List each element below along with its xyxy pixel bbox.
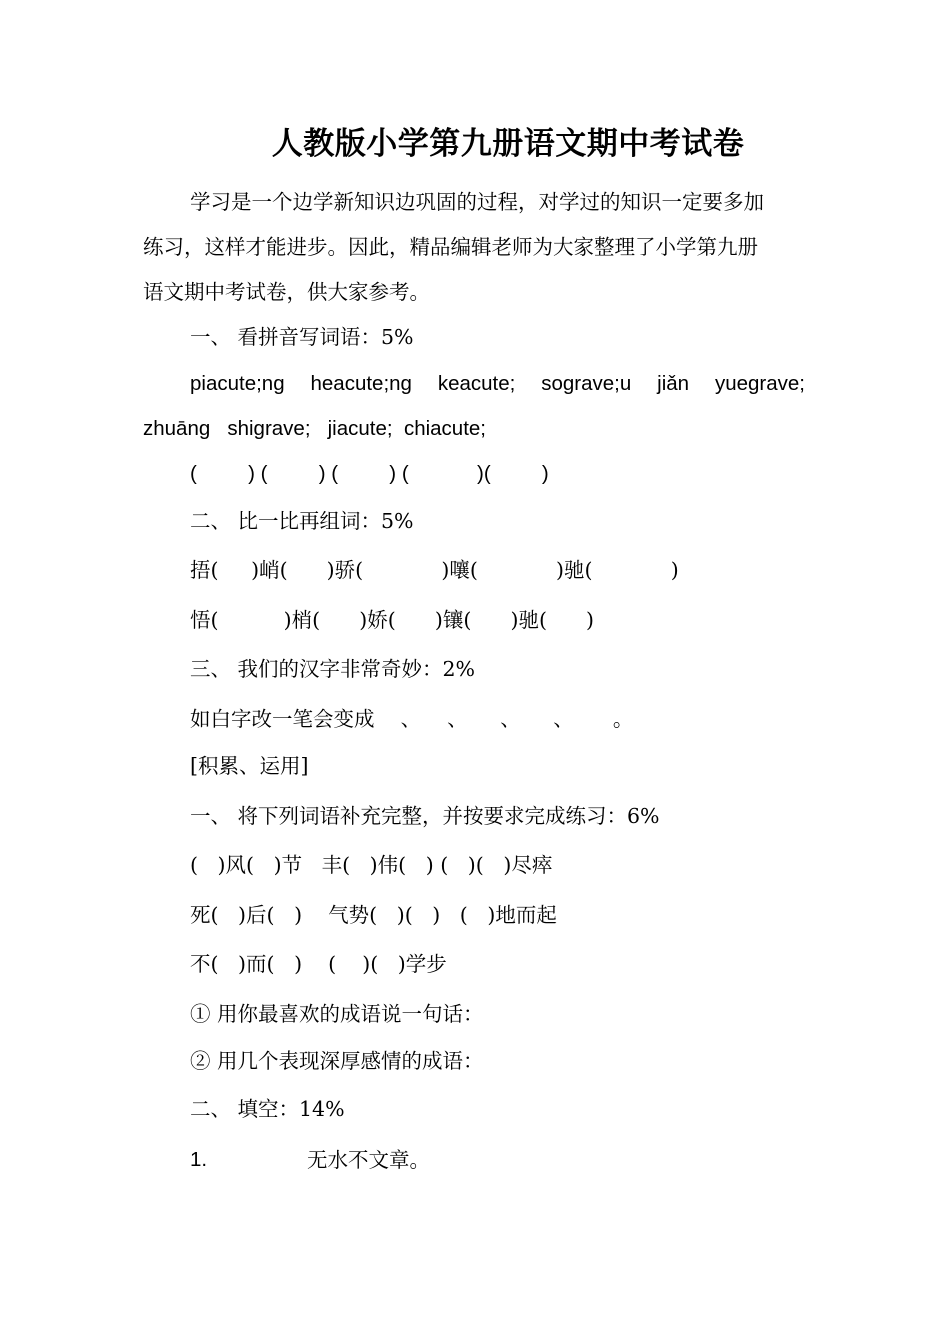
section-heading-characters: 三、 我们的汉字非常奇妙：2% [190, 657, 476, 681]
pinyin-word: jiǎn [657, 372, 690, 395]
section-heading-pinyin: 一、 看拼音写词语：5% [190, 325, 414, 349]
accumulate-label: [积累、运用] [190, 754, 309, 778]
intro-paragraph-line-1 [190, 187, 805, 217]
idiom-row-3: 不( )而( ) ( )( )学步 [190, 952, 447, 976]
idiom-question-2: ② 用几个表现深厚感情的成语： [190, 1049, 484, 1073]
characters-question: 如白字改一笔会变成 、 、 、 、 。 [190, 707, 634, 731]
compare-row-2: 悟( )梢( )娇( )镶( )驰( ) [190, 608, 595, 632]
pinyin-line-1 [190, 369, 805, 399]
intro-text: 学习是一个边学新知识边巩固的过程，对学过的知识一定要多加 [190, 190, 764, 214]
section-heading-idioms: 一、 将下列词语补充完整，并按要求完成练习：6% [190, 804, 660, 828]
document-title: 人教版小学第九册语文期中考试卷 [271, 126, 745, 162]
intro-text: 练习，这样才能进步。因此，精品编辑老师为大家整理了小学第九册 [143, 235, 758, 259]
pinyin-word: heacute;ng [310, 372, 412, 395]
pinyin-answer-blanks: ( ) ( ) ( ) ( )( ) [190, 462, 549, 485]
section-heading-fill: 二、 填空：14% [190, 1097, 345, 1121]
pinyin-word: sograve;u [541, 372, 632, 395]
intro-paragraph-line-3: 语文期中考试卷，供大家参考。 [143, 280, 430, 304]
pinyin-word: piacute;ng [190, 372, 285, 395]
fill-item-number: 1. [190, 1148, 208, 1171]
idiom-row-1: ( )风( )节 丰( )伟( ) ( )( )尽瘁 [190, 853, 553, 877]
compare-row-1: 捂( )峭( )骄( )嚷( )驰( ) [190, 558, 679, 582]
pinyin-word: keacute; [437, 372, 516, 395]
intro-paragraph-line-2 [143, 232, 805, 262]
fill-item-text: 无水不文章。 [307, 1148, 430, 1172]
pinyin-line-2: zhuāng shigrave; jiacute; chiacute; [143, 417, 487, 440]
idiom-question-1: ① 用你最喜欢的成语说一句话： [190, 1002, 484, 1026]
section-heading-compare: 二、 比一比再组词：5% [190, 509, 414, 533]
pinyin-word: yuegrave; [714, 372, 805, 395]
idiom-row-2: 死( )后( ) 气势( )( ) ( )地而起 [190, 903, 557, 927]
